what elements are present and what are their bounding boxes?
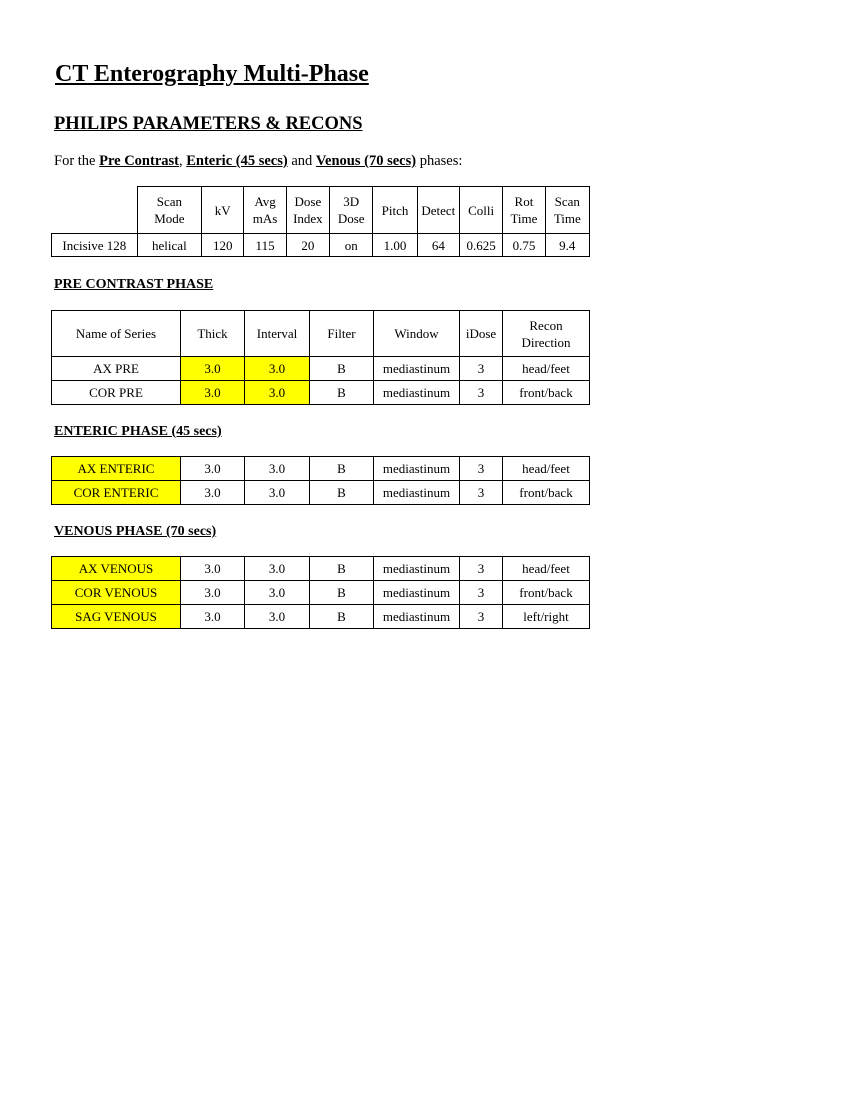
direction-cell: left/right — [503, 605, 590, 629]
value-avg-mas: 115 — [244, 234, 286, 257]
thick-cell: 3.0 — [181, 481, 245, 505]
filter-cell: B — [310, 481, 374, 505]
thick-cell: 3.0 — [181, 381, 245, 405]
intro-prefix: For the — [54, 153, 100, 169]
window-cell: mediastinum — [374, 581, 460, 605]
window-cell: mediastinum — [374, 481, 460, 505]
window-cell: mediastinum — [374, 357, 460, 381]
header-filter: Filter — [310, 311, 374, 357]
filter-cell: B — [310, 357, 374, 381]
header-dose-index: Dose Index — [286, 187, 329, 234]
enteric-table — [51, 456, 590, 505]
pre-contrast-header-row — [52, 311, 590, 357]
header-detect: Detect — [417, 187, 459, 234]
value-rot-time: 0.75 — [503, 234, 545, 257]
intro-suffix: phases: — [416, 153, 463, 169]
venous-table — [51, 556, 590, 629]
thick-cell: 3.0 — [181, 557, 245, 581]
thick-cell: 3.0 — [181, 581, 245, 605]
direction-cell: head/feet — [503, 457, 590, 481]
header-scan-time: Scan Time — [545, 187, 589, 234]
interval-cell: 3.0 — [245, 381, 310, 405]
header-pitch: Pitch — [373, 187, 417, 234]
interval-cell: 3.0 — [245, 481, 310, 505]
intro-sep: and — [287, 153, 316, 169]
header-avg-mas: Avg mAs — [244, 187, 286, 234]
direction-cell: front/back — [503, 581, 590, 605]
enteric-heading: ENTERIC PHASE (45 secs) — [54, 424, 222, 439]
series-name: AX ENTERIC — [52, 457, 181, 481]
value-colli: 0.625 — [459, 234, 502, 257]
value-3d-dose: on — [330, 234, 373, 257]
thick-cell: 3.0 — [181, 457, 245, 481]
series-name: AX VENOUS — [52, 557, 181, 581]
direction-cell: front/back — [503, 381, 590, 405]
scanner-name: Incisive 128 — [52, 234, 138, 257]
table-row — [52, 581, 590, 605]
value-scan-time: 9.4 — [545, 234, 589, 257]
pre-contrast-table — [51, 310, 590, 405]
header-interval: Interval — [245, 311, 310, 357]
intro-text — [54, 151, 462, 171]
idose-cell: 3 — [460, 481, 503, 505]
thick-cell: 3.0 — [181, 605, 245, 629]
venous-heading: VENOUS PHASE (70 secs) — [54, 524, 217, 539]
thick-cell: 3.0 — [181, 357, 245, 381]
header-scan-mode: Scan Mode — [137, 187, 201, 234]
header-colli: Colli — [459, 187, 502, 234]
table-row — [52, 357, 590, 381]
interval-cell: 3.0 — [245, 581, 310, 605]
series-name: AX PRE — [52, 357, 181, 381]
scan-header-row — [52, 187, 590, 234]
filter-cell: B — [310, 581, 374, 605]
interval-cell: 3.0 — [245, 357, 310, 381]
interval-cell: 3.0 — [245, 605, 310, 629]
pre-contrast-heading: PRE CONTRAST PHASE — [54, 277, 214, 292]
page-title: CT Enterography Multi-Phase — [55, 61, 369, 87]
idose-cell: 3 — [460, 357, 503, 381]
idose-cell: 3 — [460, 581, 503, 605]
page-subtitle: PHILIPS PARAMETERS & RECONS — [54, 114, 363, 134]
table-row — [52, 557, 590, 581]
intro-phase-enteric: Enteric (45 secs) — [186, 153, 288, 169]
window-cell: mediastinum — [374, 557, 460, 581]
scan-parameters-table — [51, 186, 590, 257]
table-row — [52, 605, 590, 629]
series-name: COR VENOUS — [52, 581, 181, 605]
direction-cell: front/back — [503, 481, 590, 505]
idose-cell: 3 — [460, 457, 503, 481]
window-cell: mediastinum — [374, 457, 460, 481]
header-window: Window — [374, 311, 460, 357]
header-idose: iDose — [460, 311, 503, 357]
idose-cell: 3 — [460, 381, 503, 405]
empty-corner-cell — [52, 187, 138, 234]
value-kv: 120 — [202, 234, 244, 257]
interval-cell: 3.0 — [245, 557, 310, 581]
header-recon-direction: Recon Direction — [503, 311, 590, 357]
value-detect: 64 — [417, 234, 459, 257]
table-row — [52, 457, 590, 481]
window-cell: mediastinum — [374, 605, 460, 629]
value-pitch: 1.00 — [373, 234, 417, 257]
series-name: SAG VENOUS — [52, 605, 181, 629]
filter-cell: B — [310, 605, 374, 629]
intro-phase-pre: Pre Contrast — [99, 153, 179, 169]
header-rot-time: Rot Time — [503, 187, 545, 234]
direction-cell: head/feet — [503, 357, 590, 381]
header-3d-dose: 3D Dose — [330, 187, 373, 234]
filter-cell: B — [310, 381, 374, 405]
filter-cell: B — [310, 457, 374, 481]
header-kv: kV — [202, 187, 244, 234]
direction-cell: head/feet — [503, 557, 590, 581]
intro-sep: , — [178, 153, 187, 169]
header-thick: Thick — [181, 311, 245, 357]
header-series-name: Name of Series — [52, 311, 181, 357]
intro-phase-venous: Venous (70 secs) — [315, 153, 417, 169]
table-row — [52, 481, 590, 505]
window-cell: mediastinum — [374, 381, 460, 405]
interval-cell: 3.0 — [245, 457, 310, 481]
value-dose-index: 20 — [286, 234, 329, 257]
series-name: COR ENTERIC — [52, 481, 181, 505]
series-name: COR PRE — [52, 381, 181, 405]
value-scan-mode: helical — [137, 234, 201, 257]
scan-values-row — [52, 234, 590, 257]
idose-cell: 3 — [460, 605, 503, 629]
idose-cell: 3 — [460, 557, 503, 581]
table-row — [52, 381, 590, 405]
filter-cell: B — [310, 557, 374, 581]
